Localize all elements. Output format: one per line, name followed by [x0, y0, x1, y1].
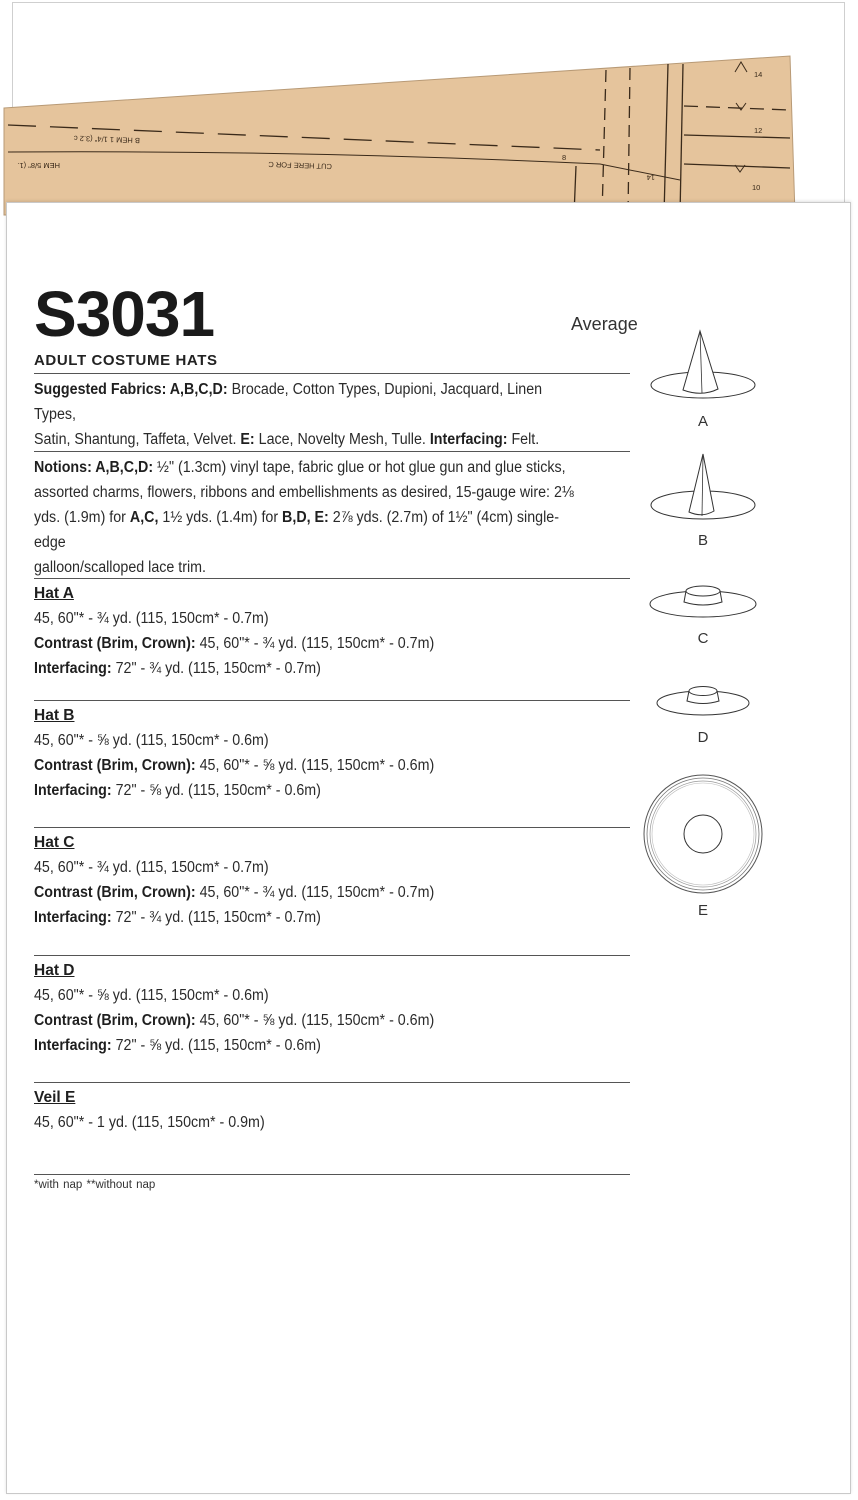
hat-b-interfacing — [34, 782, 321, 800]
tissue-text-hem-58: HEM 5/8" (1. — [17, 161, 60, 170]
divider — [34, 827, 630, 828]
hat-d-contrast-label: Contrast (Brim, Crown): — [34, 1012, 196, 1029]
suggested-fabrics-interfacing-text: Felt. — [511, 431, 540, 448]
notions-line-3-ac: A,C, — [129, 509, 159, 526]
suggested-fabrics-interfacing-label: Interfacing: — [429, 431, 508, 448]
hat-c-contrast — [34, 884, 434, 902]
tissue-mark-14-b: 14 — [754, 70, 763, 79]
veil-e-heading: Veil E — [34, 1089, 76, 1106]
view-b-label: B — [697, 532, 708, 549]
notions-line-4: galloon/scalloped lace trim. — [34, 559, 207, 576]
view-e-label: E — [697, 902, 708, 919]
notions-line-3c: 2⅞ yds. (2.7m) of 1½" (4cm) single-edge — [34, 509, 559, 551]
hat-a-interfacing — [34, 660, 321, 678]
view-d-label: D — [697, 729, 709, 746]
divider — [34, 451, 630, 452]
tissue-text-cut-here: CUT HERE FOR C — [268, 159, 333, 171]
view-d-fascinator-hat-icon — [640, 675, 770, 730]
notions-line-3-bde: B,D, E: — [282, 509, 329, 526]
hat-a-fabric: 45, 60"* - ¾ yd. (115, 150cm* - 0.7m) — [34, 610, 269, 627]
divider — [34, 373, 630, 374]
hat-b-contrast-value: 45, 60"* - ⅝ yd. (115, 150cm* - 0.6m) — [199, 757, 435, 774]
hat-c-contrast-value: 45, 60"* - ¾ yd. (115, 150cm* - 0.7m) — [199, 884, 435, 901]
hat-a-interfacing-label: Interfacing: — [34, 660, 112, 677]
notions-line-2: assorted charms, flowers, ribbons and embellishments as desired, 15-gauge wire: 2⅛ — [34, 484, 574, 501]
view-a-witch-hat-icon — [640, 325, 770, 415]
hat-a-contrast — [34, 635, 434, 653]
hat-d-interfacing-label: Interfacing: — [34, 1037, 112, 1054]
hat-a-heading: Hat A — [34, 585, 74, 602]
notions-line-1: ½" (1.3cm) vinyl tape, fabric glue or hot glue gun and glue sticks, — [157, 459, 566, 476]
hat-b-fabric: 45, 60"* - ⅝ yd. (115, 150cm* - 0.6m) — [34, 732, 269, 749]
hat-c-interfacing-label: Interfacing: — [34, 909, 112, 926]
view-c-fascinator-hat-icon — [640, 575, 770, 635]
suggested-fabrics-text-2: Satin, Shantung, Taffeta, Velvet. — [34, 431, 237, 448]
view-a-label: A — [697, 413, 708, 430]
page-title: ADULT COSTUME HATS — [34, 352, 218, 369]
pattern-tissue — [0, 0, 858, 215]
tissue-mark-10: 10 — [752, 183, 761, 192]
hat-d-interfacing — [34, 1037, 321, 1055]
notions-line-3b: 1½ yds. (1.4m) for — [162, 509, 279, 526]
tissue-mark-14-a: 14 — [646, 173, 655, 182]
view-c-label: C — [697, 630, 709, 647]
difficulty-label: Average — [571, 314, 638, 334]
hat-d-contrast-value: 45, 60"* - ⅝ yd. (115, 150cm* - 0.6m) — [199, 1012, 435, 1029]
hat-d-contrast — [34, 1012, 434, 1030]
hat-c-contrast-label: Contrast (Brim, Crown): — [34, 884, 196, 901]
hat-b-interfacing-label: Interfacing: — [34, 782, 112, 799]
hat-a-contrast-value: 45, 60"* - ¾ yd. (115, 150cm* - 0.7m) — [199, 635, 435, 652]
footnote: *with nap **without nap — [34, 1179, 156, 1191]
suggested-fabrics-text-1: Brocade, Cotton Types, Dupioni, Jacquard, Linen Types, — [34, 381, 543, 423]
hat-c-heading: Hat C — [34, 834, 75, 851]
divider — [34, 1174, 630, 1175]
notions-label: Notions: A,B,C,D: — [34, 459, 154, 476]
suggested-fabrics-label: Suggested Fabrics: A,B,C,D: — [34, 381, 228, 398]
hat-b-heading: Hat B — [34, 707, 75, 724]
veil-e-fabric: 45, 60"* - 1 yd. (115, 150cm* - 0.9m) — [34, 1114, 265, 1131]
divider — [34, 578, 630, 579]
pattern-number: S3031 — [34, 278, 215, 350]
suggested-fabrics-e-label: E: — [240, 431, 255, 448]
suggested-fabrics-e-text: Lace, Novelty Mesh, Tulle. — [258, 431, 426, 448]
suggested-fabrics — [34, 377, 586, 452]
hat-b-contrast — [34, 757, 434, 775]
hat-a-interfacing-value: 72" - ¾ yd. (115, 150cm* - 0.7m) — [115, 660, 321, 677]
divider — [34, 1082, 630, 1083]
notions-line-3a: yds. (1.9m) for — [34, 509, 126, 526]
hat-d-fabric: 45, 60"* - ⅝ yd. (115, 150cm* - 0.6m) — [34, 987, 269, 1004]
notions — [34, 455, 586, 580]
hat-b-contrast-label: Contrast (Brim, Crown): — [34, 757, 196, 774]
view-b-witch-hat-icon — [640, 450, 770, 540]
divider — [34, 700, 630, 701]
hat-a-contrast-label: Contrast (Brim, Crown): — [34, 635, 196, 652]
hat-c-fabric: 45, 60"* - ¾ yd. (115, 150cm* - 0.7m) — [34, 859, 269, 876]
hat-c-interfacing-value: 72" - ¾ yd. (115, 150cm* - 0.7m) — [115, 909, 321, 926]
hat-c-interfacing — [34, 909, 321, 927]
tissue-mark-12: 12 — [754, 126, 763, 135]
divider — [34, 955, 630, 956]
hat-d-interfacing-value: 72" - ⅝ yd. (115, 150cm* - 0.6m) — [115, 1037, 321, 1054]
view-e-veil-icon — [640, 770, 770, 900]
tissue-text-hem-b: B HEM 1 1/4" (3.2 c — [73, 133, 141, 145]
hat-b-interfacing-value: 72" - ⅝ yd. (115, 150cm* - 0.6m) — [115, 782, 321, 799]
tissue-mark-8: 8 — [562, 153, 567, 162]
hat-d-heading: Hat D — [34, 962, 75, 979]
